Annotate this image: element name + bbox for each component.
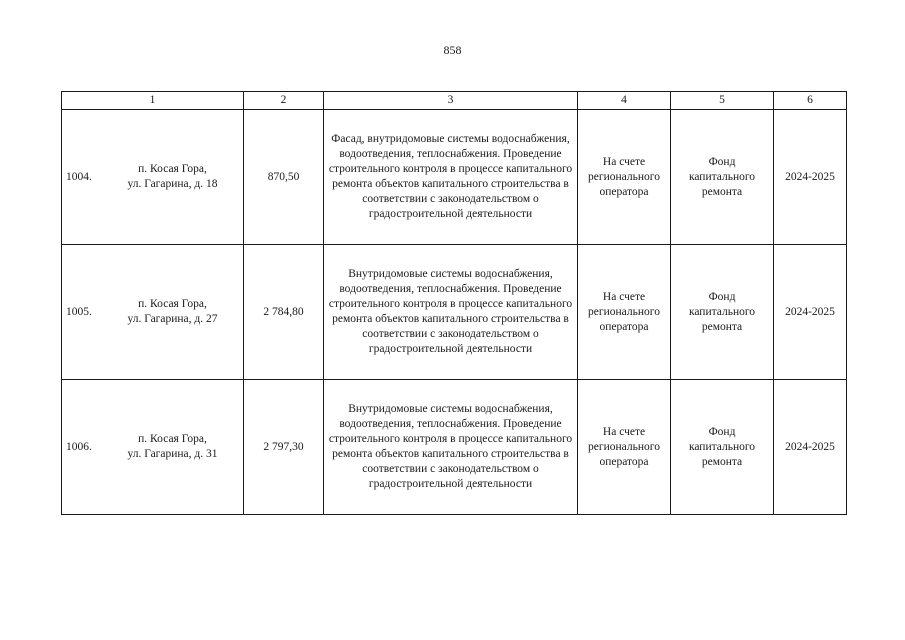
table-row [62,245,847,380]
address-line-2: ул. Гагарина, д. 18 [127,178,218,190]
row-account: На счете регионального оператора [578,245,671,380]
row-years: 2024-2025 [774,245,847,380]
row-value: 870,50 [244,110,324,245]
row-value: 2 797,30 [244,380,324,515]
table-row [62,110,847,245]
row-id-address-cell [62,110,244,245]
row-address [106,432,239,462]
header-col-2: 2 [244,92,324,110]
row-number: 1005. [66,305,92,318]
row-work-description: Внутридомовые системы водоснабжения, водоотведения, теплоснабжения. Проведение строительного контроля в процессе капитального ремонта объектов капитального строительства в соответствии с законодательством о градостроительной деятельности [324,245,578,380]
row-work-description: Внутридомовые системы водоснабжения, водоотведения, теплоснабжения. Проведение строительного контроля в процессе капитального ремонта объектов капитального строительства в соответствии с законодательством о градостроительной деятельности [324,380,578,515]
row-address [106,162,239,192]
row-value: 2 784,80 [244,245,324,380]
row-funding-source: Фонд капитального ремонта [671,380,774,515]
header-row [62,92,847,110]
header-col-4: 4 [578,92,671,110]
row-account: На счете регионального оператора [578,110,671,245]
table-row [62,380,847,515]
row-id-address-cell [62,380,244,515]
header-col-3: 3 [324,92,578,110]
address-line-1: п. Косая Гора, [138,433,207,445]
header-col-6: 6 [774,92,847,110]
header-col-1: 1 [62,92,244,110]
row-funding-source: Фонд капитального ремонта [671,110,774,245]
row-number: 1006. [66,440,92,453]
row-years: 2024-2025 [774,110,847,245]
page-number: 858 [443,43,462,57]
address-line-1: п. Косая Гора, [138,163,207,175]
row-number: 1004. [66,170,92,183]
work-table [61,91,847,515]
row-address [106,297,239,327]
row-work-description: Фасад, внутридомовые системы водоснабжения, водоотведения, теплоснабжения. Проведение строительного контроля в процессе капитального ремонта объектов капитального строительства в соответствии с законодательством о градостроительной деятельности [324,110,578,245]
row-account: На счете регионального оператора [578,380,671,515]
address-line-2: ул. Гагарина, д. 31 [127,448,218,460]
address-line-1: п. Косая Гора, [138,298,207,310]
header-col-5: 5 [671,92,774,110]
row-years: 2024-2025 [774,380,847,515]
row-id-address-cell [62,245,244,380]
address-line-2: ул. Гагарина, д. 27 [127,313,218,325]
row-funding-source: Фонд капитального ремонта [671,245,774,380]
